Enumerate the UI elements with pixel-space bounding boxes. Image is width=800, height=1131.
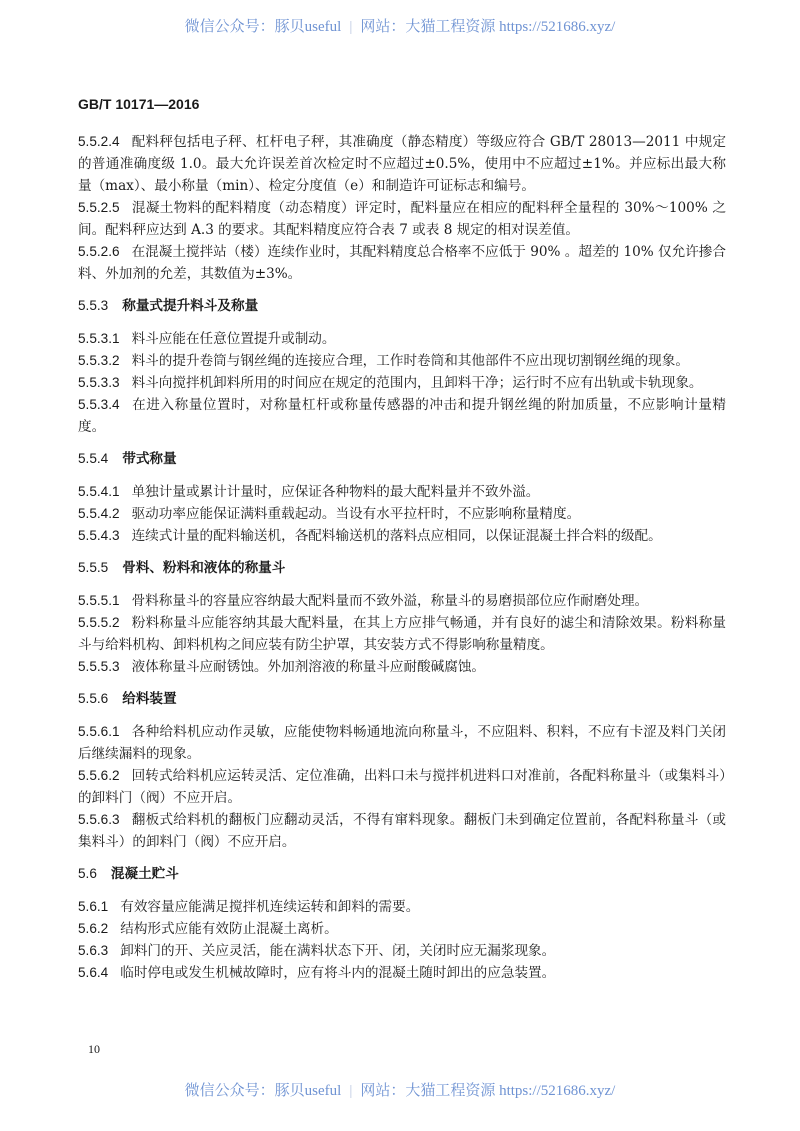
clause-text: 配料秤包括电子秤、杠杆电子秤，其准确度（静态精度）等级应符合 GB/T 28013—2011 中规定的普通准确度级 1.0。最大允许误差首次检定时不应超过±0.5%，使用中不应超过±1%。并应标出最大称量（max）、最小称量（min）、检定分度值（e）和制造许可证标志和编号。	[78, 134, 726, 194]
clause-paragraph	[78, 525, 726, 547]
clause-text: 单独计量或累计计量时，应保证各种物料的最大配料量并不致外溢。	[131, 484, 540, 500]
clause-text: 驱动功率应能保证满料重载起动。当设有水平拉杆时，不应影响称量精度。	[131, 506, 581, 522]
clause-paragraph	[78, 809, 726, 853]
clause-paragraph	[78, 372, 726, 394]
clause-number: 5.5.3.2	[78, 353, 120, 368]
clause-text: 在混凝土搅拌站（楼）连续作业时，其配料精度总合格率不应低于 90% 。超差的 10% 仅允许掺合料、外加剂的允差，其数值为±3%。	[78, 244, 726, 282]
clause-number: 5.6.1	[78, 899, 109, 914]
clause-paragraph	[78, 962, 726, 984]
clause-number: 5.6.3	[78, 943, 109, 958]
section-heading	[78, 295, 726, 317]
clause-text: 连续式计量的配料输送机，各配料输送机的落料点应相同，以保证混凝土拌合料的级配。	[131, 528, 662, 544]
clause-number: 5.6.2	[78, 921, 109, 936]
clause-number: 5.5.3.3	[78, 375, 120, 390]
clause-text: 各种给料机应动作灵敏，应能使物料畅通地流向称量斗，不应阻料、积料，不应有卡涩及料门关闭后继续漏料的现象。	[78, 724, 726, 762]
clause-number: 5.5.2.4	[78, 134, 120, 149]
section-heading	[78, 448, 726, 470]
clause-text: 临时停电或发生机械故障时，应有将斗内的混凝土随时卸出的应急装置。	[120, 965, 556, 981]
clause-number: 5.5.5.1	[78, 593, 120, 608]
clause-text: 液体称量斗应耐锈蚀。外加剂溶液的称量斗应耐酸碱腐蚀。	[131, 659, 486, 675]
clause-text: 料斗向搅拌机卸料所用的时间应在规定的范围内，且卸料干净；运行时不应有出轨或卡轨现象。	[131, 375, 703, 391]
clause-paragraph	[78, 131, 726, 197]
clause-paragraph	[78, 656, 726, 678]
watermark-separator: |	[349, 19, 353, 35]
watermark-wechat: 微信公众号：豚贝useful	[184, 19, 342, 35]
clause-text: 料斗应能在任意位置提升或制动。	[131, 331, 336, 347]
clause-number: 5.5.2.6	[78, 244, 120, 259]
clause-number: 5.5.5	[78, 560, 109, 575]
clause-number: 5.5.4.3	[78, 528, 120, 543]
document-body	[78, 131, 726, 984]
clause-text: 粉料称量斗应能容纳其最大配料量，在其上方应排气畅通，并有良好的滤尘和清除效果。粉料称量斗与给料机构、卸料机构之间应装有防尘护罩，其安装方式不得影响称量精度。	[78, 615, 726, 653]
clause-paragraph	[78, 328, 726, 350]
clause-paragraph	[78, 197, 726, 241]
heading-text: 骨料、粉料和液体的称量斗	[122, 560, 286, 576]
clause-text: 翻板式给料机的翻板门应翻动灵活，不得有窜料现象。翻板门未到确定位置前，各配料称量斗（或集料斗）的卸料门（阀）不应开启。	[78, 812, 726, 850]
clause-paragraph	[78, 896, 726, 918]
clause-number: 5.5.6.2	[78, 768, 120, 783]
clause-text: 在进入称量位置时，对称量杠杆或称量传感器的冲击和提升钢丝绳的附加质量，不应影响计量精度。	[78, 397, 726, 435]
clause-number: 5.5.4.1	[78, 484, 120, 499]
clause-text: 有效容量应能满足搅拌机连续运转和卸料的需要。	[120, 899, 420, 915]
section-heading	[78, 688, 726, 710]
watermark-wechat: 微信公众号：豚贝useful	[184, 1083, 342, 1099]
clause-number: 5.5.6	[78, 691, 109, 706]
heading-text: 称量式提升料斗及称量	[122, 298, 259, 314]
clause-paragraph	[78, 590, 726, 612]
standard-id: GB/T 10171—2016	[78, 96, 200, 112]
clause-text: 卸料门的开、关应灵活，能在满料状态下开、闭，关闭时应无漏浆现象。	[120, 943, 556, 959]
clause-number: 5.6.4	[78, 965, 109, 980]
watermark-footer	[0, 1081, 800, 1101]
watermark-header	[0, 17, 800, 37]
clause-number: 5.5.4	[78, 451, 109, 466]
clause-paragraph	[78, 503, 726, 525]
watermark-separator: |	[349, 1083, 353, 1099]
clause-number: 5.6	[78, 866, 97, 881]
clause-number: 5.5.3.4	[78, 397, 120, 412]
section-heading	[78, 863, 726, 885]
heading-text: 给料装置	[122, 691, 177, 707]
clause-paragraph	[78, 481, 726, 503]
clause-number: 5.5.4.2	[78, 506, 120, 521]
clause-paragraph	[78, 612, 726, 656]
clause-text: 混凝土物料的配料精度（动态精度）评定时，配料量应在相应的配料秤全量程的 30%～100% 之间。配料秤应达到 A.3 的要求。其配料精度应符合表 7 或表 8 规定的相对误差值。	[78, 200, 726, 238]
clause-paragraph	[78, 394, 726, 438]
watermark-website: 网站：大猫工程资源 https://521686.xyz/	[360, 1083, 616, 1099]
clause-number: 5.5.6.1	[78, 724, 120, 739]
clause-text: 结构形式应能有效防止混凝土离析。	[120, 921, 338, 937]
clause-text: 骨料称量斗的容量应容纳最大配料量而不致外溢，称量斗的易磨损部位应作耐磨处理。	[131, 593, 649, 609]
clause-text: 料斗的提升卷筒与钢丝绳的连接应合理，工作时卷筒和其他部件不应出现切割钢丝绳的现象。	[131, 353, 689, 369]
clause-paragraph	[78, 918, 726, 940]
clause-number: 5.5.5.3	[78, 659, 120, 674]
clause-number: 5.5.5.2	[78, 615, 120, 630]
clause-paragraph	[78, 241, 726, 285]
watermark-website: 网站：大猫工程资源 https://521686.xyz/	[360, 19, 616, 35]
heading-text: 带式称量	[122, 451, 177, 467]
clause-number: 5.5.6.3	[78, 812, 120, 827]
clause-number: 5.5.3.1	[78, 331, 120, 346]
clause-text: 回转式给料机应运转灵活、定位准确，出料口未与搅拌机进料口对准前，各配料称量斗（或集料斗）的卸料门（阀）不应开启。	[78, 768, 726, 806]
clause-paragraph	[78, 350, 726, 372]
heading-text: 混凝土贮斗	[110, 866, 179, 882]
clause-paragraph	[78, 721, 726, 765]
clause-number: 5.5.2.5	[78, 200, 120, 215]
clause-paragraph	[78, 940, 726, 962]
page-number: 10	[88, 1042, 100, 1056]
clause-number: 5.5.3	[78, 298, 109, 313]
section-heading	[78, 557, 726, 579]
clause-paragraph	[78, 765, 726, 809]
